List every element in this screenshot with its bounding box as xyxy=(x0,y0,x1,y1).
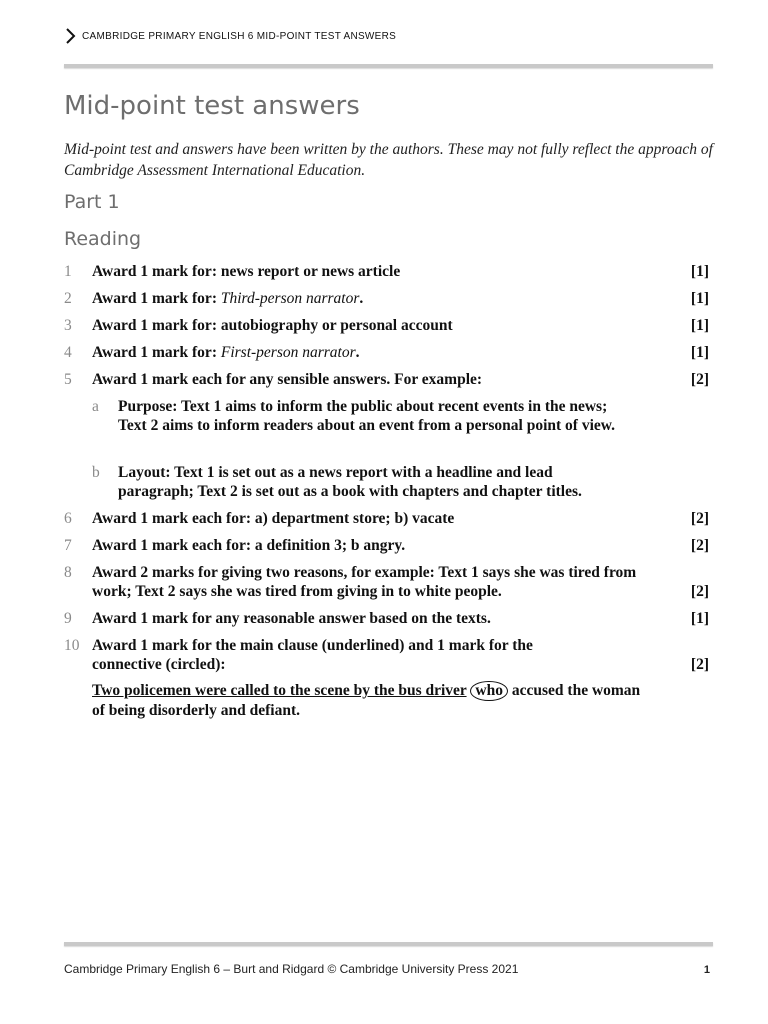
question-mark: [1] xyxy=(690,610,709,627)
sub-answer-b xyxy=(92,463,632,501)
question-text: Award 2 marks for giving two reasons, for example: Text 1 says she was tired from work; Text 2 says she was tired from giving in to white people. xyxy=(92,564,637,600)
example-sentence xyxy=(92,681,652,721)
question-5 xyxy=(64,370,709,389)
question-number: 8 xyxy=(64,564,72,581)
sub-letter: a xyxy=(92,398,99,415)
sentence-rest: accused the woman of being disorderly and defiant. xyxy=(92,682,641,719)
connective-circled: who xyxy=(470,681,508,701)
page-header xyxy=(64,27,396,45)
question-mark: [2] xyxy=(690,371,709,388)
question-mark: [2] xyxy=(690,583,709,600)
sub-text: Purpose: Text 1 aims to inform the public about recent events in the news; Text 2 aims to inform readers about an event from a personal point of view. xyxy=(118,398,615,434)
question-number: 6 xyxy=(64,510,72,527)
sub-answer-a xyxy=(92,397,632,435)
question-mark: [1] xyxy=(690,263,709,280)
question-mark: [1] xyxy=(690,317,709,334)
question-number: 5 xyxy=(64,371,72,388)
chevron-right-icon xyxy=(64,27,80,45)
question-mark: [1] xyxy=(690,290,709,307)
question-text: Award 1 mark each for: a) department store; b) vacate xyxy=(92,510,455,527)
question-number: 4 xyxy=(64,344,72,361)
sub-letter: b xyxy=(92,464,100,481)
page-title: Mid-point test answers xyxy=(64,91,360,121)
question-text: Award 1 mark for: First-person narrator. xyxy=(92,344,360,361)
question-text: Award 1 mark for the main clause (underlined) and 1 mark for the connective (circled): xyxy=(92,637,533,673)
question-7 xyxy=(64,536,709,555)
section-heading: Reading xyxy=(64,228,142,250)
part-heading: Part 1 xyxy=(64,191,120,213)
question-number: 1 xyxy=(64,263,72,280)
intro-note: Mid-point test and answers have been written by the authors. These may not fully reflect the approach of Cambridge Assessment International Education. xyxy=(64,141,713,179)
question-text: Award 1 mark for: autobiography or personal account xyxy=(92,317,453,334)
question-number: 2 xyxy=(64,290,72,307)
question-10 xyxy=(64,636,709,674)
question-2 xyxy=(64,289,709,308)
header-title: CAMBRIDGE PRIMARY ENGLISH 6 MID-POINT TEST ANSWERS xyxy=(82,30,397,42)
question-3 xyxy=(64,316,709,335)
question-number: 10 xyxy=(64,637,80,654)
question-number: 3 xyxy=(64,317,72,334)
footer-text: Cambridge Primary English 6 – Burt and Ridgard © Cambridge University Press 2021 xyxy=(64,962,519,976)
page-number: 1 xyxy=(703,964,710,976)
sub-text: Layout: Text 1 is set out as a news report with a headline and lead paragraph; Text 2 is set out as a book with chapters and chapter titles. xyxy=(118,464,582,500)
question-text: Award 1 mark each for: a definition 3; b angry. xyxy=(92,537,406,554)
question-mark: [2] xyxy=(690,537,709,554)
question-mark: [2] xyxy=(690,656,709,673)
question-text: Award 1 mark each for any sensible answers. For example: xyxy=(92,371,483,388)
footer-rule xyxy=(64,942,713,946)
question-text: Award 1 mark for any reasonable answer based on the texts. xyxy=(92,610,491,627)
question-6 xyxy=(64,509,709,528)
question-4 xyxy=(64,343,709,362)
question-1 xyxy=(64,262,709,281)
header-rule xyxy=(64,64,713,68)
question-number: 7 xyxy=(64,537,72,554)
question-text: Award 1 mark for: news report or news article xyxy=(92,263,401,280)
question-8 xyxy=(64,563,709,601)
question-text: Award 1 mark for: Third-person narrator. xyxy=(92,290,364,307)
main-clause-underlined: Two policemen were called to the scene by the bus driver xyxy=(92,682,467,699)
question-mark: [1] xyxy=(690,344,709,361)
question-number: 9 xyxy=(64,610,72,627)
question-mark: [2] xyxy=(690,510,709,527)
question-9 xyxy=(64,609,709,628)
